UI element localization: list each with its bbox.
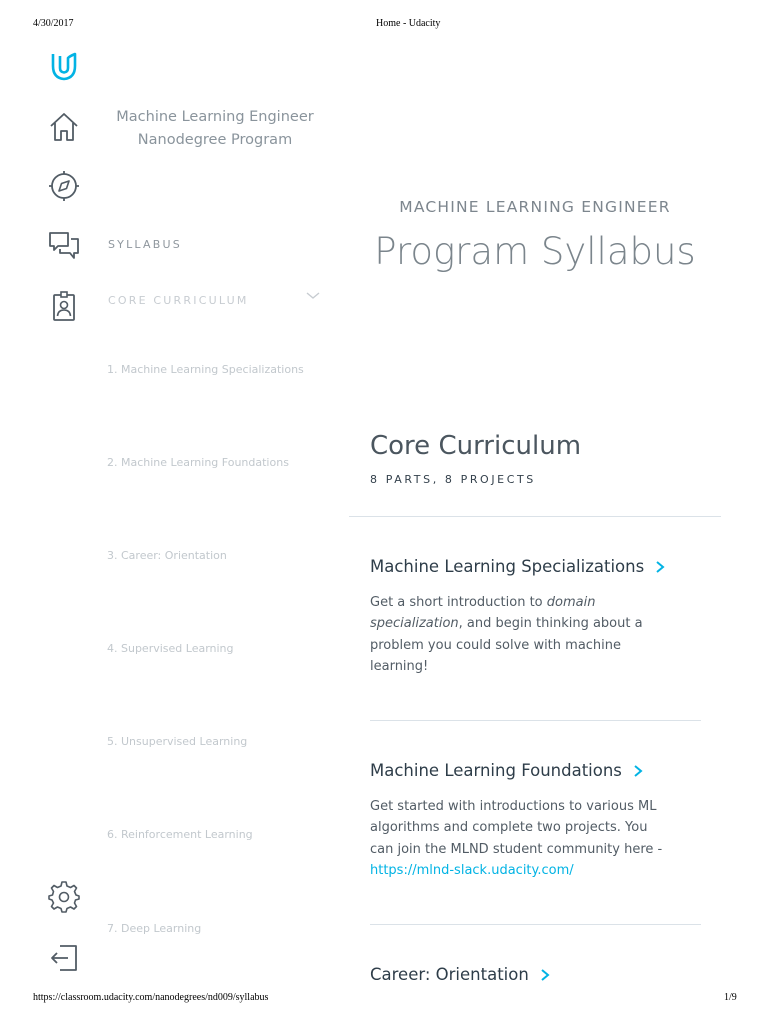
part-description-1-text-end: , and begin thinking about a problem you could solve with machine learning! bbox=[370, 616, 643, 674]
part-description-2 bbox=[370, 796, 670, 881]
part-description-1-emphasis: domain specialization bbox=[370, 595, 596, 632]
logout-icon[interactable] bbox=[46, 940, 82, 976]
lesson-link-2[interactable]: 2. Machine Learning Foundations bbox=[107, 456, 289, 469]
part-title-link-2[interactable] bbox=[370, 761, 644, 780]
part-title-link-1[interactable] bbox=[370, 557, 666, 576]
slack-community-link[interactable]: https://mlnd-slack.udacity.com/ bbox=[370, 862, 574, 878]
lesson-link-6[interactable]: 6. Reinforcement Learning bbox=[107, 828, 253, 841]
chevron-right-icon bbox=[539, 968, 551, 982]
home-icon[interactable] bbox=[46, 109, 82, 145]
program-title-line1: Machine Learning Engineer bbox=[116, 109, 314, 125]
part-title-2: Machine Learning Foundations bbox=[370, 761, 622, 780]
print-date: 4/30/2017 bbox=[33, 18, 74, 29]
chat-icon[interactable] bbox=[46, 228, 82, 264]
section-title: Core Curriculum bbox=[370, 431, 582, 461]
lesson-link-7[interactable]: 7. Deep Learning bbox=[107, 922, 202, 935]
chevron-right-icon bbox=[654, 560, 666, 574]
part-title-1: Machine Learning Specializations bbox=[370, 557, 645, 576]
print-url: https://classroom.udacity.com/nanodegrees/nd009/syllabus bbox=[33, 992, 269, 1003]
part-divider bbox=[370, 720, 701, 721]
chevron-down-icon bbox=[306, 289, 320, 301]
lesson-link-3[interactable]: 3. Career: Orientation bbox=[107, 549, 227, 562]
nav-core-curriculum-label: CORE CURRICULUM bbox=[108, 294, 249, 307]
nav-core-curriculum[interactable] bbox=[108, 289, 322, 305]
badge-icon[interactable] bbox=[46, 288, 82, 324]
program-title bbox=[100, 106, 330, 152]
lesson-link-5[interactable]: 5. Unsupervised Learning bbox=[107, 735, 248, 748]
part-divider bbox=[370, 924, 701, 925]
hero-kicker: MACHINE LEARNING ENGINEER bbox=[399, 198, 671, 216]
part-description-2-text: Get started with introductions to various ML algorithms and complete two projects. You can join the MLND student community here - bbox=[370, 799, 663, 857]
section-divider bbox=[349, 516, 721, 517]
lesson-link-1[interactable]: 1. Machine Learning Specializations bbox=[107, 363, 304, 376]
chevron-right-icon bbox=[632, 764, 644, 778]
print-page-number: 1/9 bbox=[724, 992, 737, 1003]
section-meta: 8 PARTS, 8 PROJECTS bbox=[370, 473, 536, 486]
hero-title: Program Syllabus bbox=[374, 230, 696, 273]
program-title-line2: Nanodegree Program bbox=[137, 132, 293, 148]
part-title-3: Career: Orientation bbox=[370, 965, 529, 984]
part-description-1 bbox=[370, 592, 670, 677]
udacity-logo-icon[interactable] bbox=[46, 48, 82, 84]
compass-icon[interactable] bbox=[46, 168, 82, 204]
part-title-link-3[interactable] bbox=[370, 965, 551, 984]
part-description-1-text: Get a short introduction to bbox=[370, 595, 547, 610]
nav-syllabus[interactable]: SYLLABUS bbox=[108, 238, 182, 251]
print-page-title: Home - Udacity bbox=[376, 18, 441, 29]
gear-icon[interactable] bbox=[46, 879, 82, 915]
lesson-link-4[interactable]: 4. Supervised Learning bbox=[107, 642, 234, 655]
